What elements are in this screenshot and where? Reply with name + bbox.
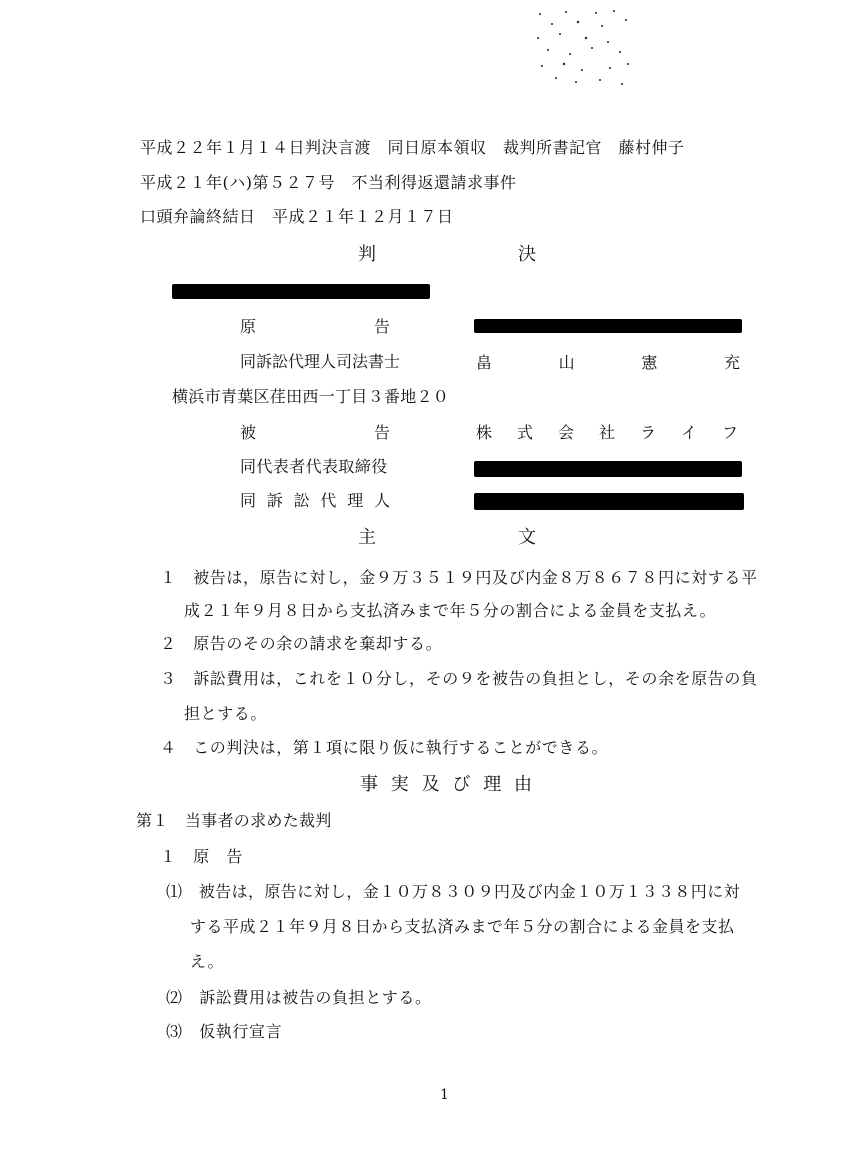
facts-title-char: 由 [513,774,532,795]
main-text-title [358,528,536,548]
agent-name-char: 憲 [641,353,658,372]
facts-title-char: 理 [483,774,502,795]
agent-name-char: 畠 [476,353,493,372]
plaintiff-label [240,317,390,337]
defendant-name-char: イ [680,423,697,442]
defendant-agent-char: 訴 [266,491,283,510]
redacted-plaintiff-name [474,319,742,333]
section-1-sub-plaintiff: １ 原 告 [160,847,244,866]
agent-name-char: 充 [723,353,740,372]
defendant-label-char: 被 [240,423,257,442]
plaintiff-label-char: 告 [373,317,390,336]
defendant-name-char: 式 [516,423,533,442]
judgment-title-char: 決 [518,244,536,265]
main-text-title-char: 文 [518,527,536,548]
defendant-label [240,423,390,443]
facts-title-char: び [452,774,471,795]
defendant-agent-char: 同 [240,491,257,510]
redacted-defendant-agent-name [474,493,744,510]
facts-and-reasons-title [360,775,532,795]
page-number: 1 [440,1087,449,1103]
defendant-name-char: 株 [476,423,493,442]
section-1-heading: 第１ 当事者の求めた裁判 [136,811,332,830]
defendant-address: 横浜市青葉区荏田西一丁目３番地２０ [172,387,450,406]
claim-2: ⑵ 訴訟費用は被告の負担とする。 [166,988,432,1007]
claim-3: ⑶ 仮執行宣言 [166,1022,283,1041]
main-text-title-char: 主 [358,527,376,548]
header-hearing-end: 口頭弁論終結日 平成２１年１２月１７日 [140,207,454,226]
header-date-clerk: 平成２２年１月１４日判決言渡 同日原本領収 裁判所書記官 藤村伸子 [140,138,685,157]
plaintiff-agent-name [476,353,740,373]
judgment-title [358,245,536,265]
claim-1-line-2: する平成２１年９月８日から支払済みまで年５分の割合による金員を支払 [190,917,735,936]
plaintiff-agent-label: 同訴訟代理人司法書士 [240,352,401,371]
main-item-4: ４ この判決は，第１項に限り仮に執行することができる。 [160,738,609,757]
main-item-2: ２ 原告のその余の請求を棄却する。 [160,634,443,653]
defendant-name-char: フ [721,423,738,442]
defendant-name-char: 会 [557,423,574,442]
redacted-plaintiff-address [172,284,430,299]
claim-1-line-1: ⑴ 被告は，原告に対し，金１０万８３０９円及び内金１０万１３３８円に対 [166,882,741,901]
defendant-representative-label: 同代表者代表取締役 [240,457,388,476]
main-item-3-line-1: ３ 訴訟費用は，これを１０分し，その９を被告の負担とし，その余を原告の負 [160,669,758,688]
defendant-name-char: 社 [598,423,615,442]
judgment-title-char: 判 [358,244,376,265]
defendant-agent-label [240,491,390,511]
scan-noise-specks [530,8,640,90]
facts-title-char: 事 [360,774,378,795]
agent-name-char: 山 [558,353,575,372]
redacted-representative-name [474,461,742,477]
defendant-label-char: 告 [373,423,390,442]
facts-title-char: 実 [390,774,409,795]
defendant-name-char: ラ [639,423,656,442]
main-item-1-line-2: 成２１年９月８日から支払済みまで年５分の割合による金員を支払え。 [184,601,717,620]
main-item-3-line-2: 担とする。 [184,704,268,723]
defendant-agent-char: 人 [373,491,390,510]
defendant-name [476,423,738,443]
plaintiff-label-char: 原 [240,317,257,336]
facts-title-char: 及 [421,774,440,795]
defendant-agent-char: 理 [347,491,364,510]
header-case-number: 平成２１年(ハ)第５２７号 不当利得返還請求事件 [140,173,517,192]
claim-1-line-3: え。 [190,952,225,971]
defendant-agent-char: 訟 [293,491,310,510]
main-item-1-line-1: １ 被告は，原告に対し，金９万３５１９円及び内金８万８６７８円に対する平 [160,568,758,587]
defendant-agent-char: 代 [320,491,337,510]
